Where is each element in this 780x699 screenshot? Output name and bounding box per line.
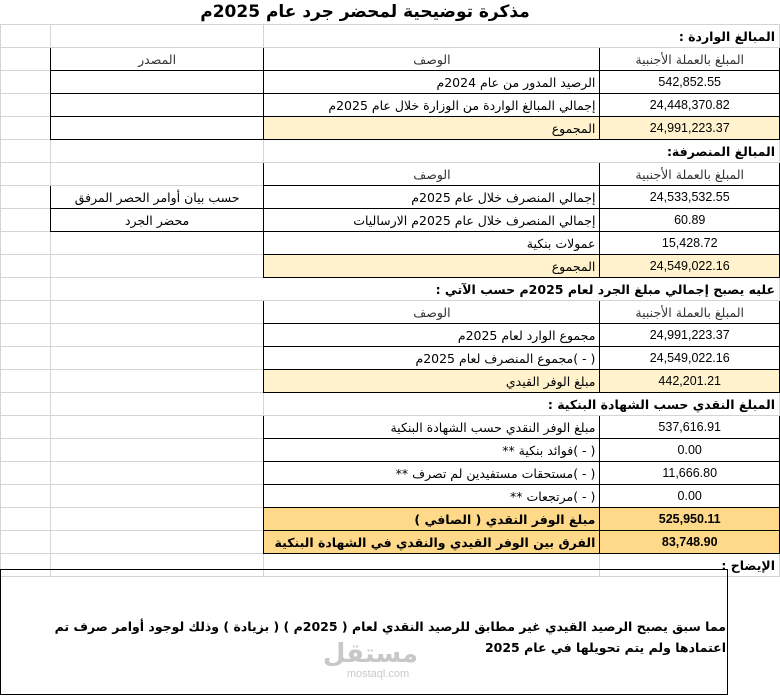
watermark-logo <box>322 639 418 680</box>
description-cell: الرصيد المدور من عام 2024م <box>264 71 600 94</box>
table-row <box>1 324 780 347</box>
table-row <box>1 347 780 370</box>
clarification-text: مما سبق يصبح الرصيد القيدي غير مطابق للرصيد النقدي لعام ( 2025م ) ( بزيادة ) وذلك لوجود أوامر صرف تم اعتمادها ولم يتم تحويلها في عام 2025 <box>54 619 726 655</box>
amount-cell: 60.89 <box>600 209 780 232</box>
amount-cell: 15,428.72 <box>600 232 780 255</box>
amount-cell: 24,991,223.37 <box>600 324 780 347</box>
description-cell: ( - )فوائد بنكية ** <box>264 439 600 462</box>
header-description: الوصف <box>264 163 600 186</box>
total-label: المجموع <box>264 117 600 140</box>
total-row <box>1 370 780 393</box>
header-amount: المبلغ بالعملة الأجنبية <box>600 48 780 71</box>
table-row <box>1 186 780 209</box>
difference-label: الفرق بين الوفر القيدي والنقدي في الشهادة البنكية <box>264 531 600 554</box>
header-description: الوصف <box>264 301 600 324</box>
watermark-latin: mostaql.com <box>346 668 410 680</box>
amount-cell: 24,448,370.82 <box>600 94 780 117</box>
page-title: مذكرة توضيحية لمحضر جرد عام 2025م <box>200 2 530 22</box>
net-amount: 525,950.11 <box>600 508 780 531</box>
total-row <box>1 117 780 140</box>
header-description: الوصف <box>264 48 600 71</box>
table-row <box>1 462 780 485</box>
table-row <box>1 232 780 255</box>
net-row <box>1 508 780 531</box>
header-amount: المبلغ بالعملة الأجنبية <box>600 163 780 186</box>
table-row <box>1 209 780 232</box>
amount-cell: 24,533,532.55 <box>600 186 780 209</box>
total-label: المجموع <box>264 255 600 278</box>
section-incoming: المبالغ الواردة : <box>264 25 780 48</box>
amount-cell: 542,852.55 <box>600 71 780 94</box>
source-cell: حسب بيان أوامر الحصر المرفق <box>50 186 264 209</box>
description-cell: مبلغ الوفر النقدي حسب الشهادة البنكية <box>264 416 600 439</box>
table-row <box>1 439 780 462</box>
table-row <box>1 71 780 94</box>
description-cell: إجمالي المنصرف خلال عام 2025م الارساليات <box>264 209 600 232</box>
header-amount: المبلغ بالعملة الأجنبية <box>600 301 780 324</box>
section-cash: المبلغ النقدي حسب الشهادة البنكية : <box>264 393 780 416</box>
total-amount: 24,549,022.16 <box>600 255 780 278</box>
section-inventory: عليه يصبح إجمالي مبلغ الجرد لعام 2025م حسب الآتي : <box>50 278 779 301</box>
report-table <box>0 24 780 577</box>
total-row <box>1 255 780 278</box>
header-source: المصدر <box>50 48 264 71</box>
description-cell: مجموع الوارد لعام 2025م <box>264 324 600 347</box>
amount-cell: 537,616.91 <box>600 416 780 439</box>
amount-cell: 11,666.80 <box>600 462 780 485</box>
difference-row <box>1 531 780 554</box>
section-clarification: الإيضاح : <box>600 554 780 577</box>
table-row <box>1 94 780 117</box>
watermark-arabic: مستقل <box>322 639 418 669</box>
net-label: مبلغ الوفر النقدي ( الصافي ) <box>264 508 600 531</box>
amount-cell: 0.00 <box>600 485 780 508</box>
description-cell: إجمالي المبالغ الواردة من الوزارة خلال عام 2025م <box>264 94 600 117</box>
total-amount: 442,201.21 <box>600 370 780 393</box>
total-label: مبلغ الوفر القيدي <box>264 370 600 393</box>
section-outgoing: المبالغ المنصرفة: <box>264 140 780 163</box>
description-cell: ( - )مستحقات مستفيدين لم تصرف ** <box>264 462 600 485</box>
description-cell: إجمالي المنصرف خلال عام 2025م <box>264 186 600 209</box>
description-cell: عمولات بنكية <box>264 232 600 255</box>
amount-cell: 24,549,022.16 <box>600 347 780 370</box>
description-cell: ( - )مجموع المنصرف لعام 2025م <box>264 347 600 370</box>
description-cell: ( - )مرتجعات ** <box>264 485 600 508</box>
source-cell: محضر الجرد <box>50 209 264 232</box>
table-row <box>1 485 780 508</box>
difference-amount: 83,748.90 <box>600 531 780 554</box>
total-amount: 24,991,223.37 <box>600 117 780 140</box>
amount-cell: 0.00 <box>600 439 780 462</box>
table-row <box>1 416 780 439</box>
